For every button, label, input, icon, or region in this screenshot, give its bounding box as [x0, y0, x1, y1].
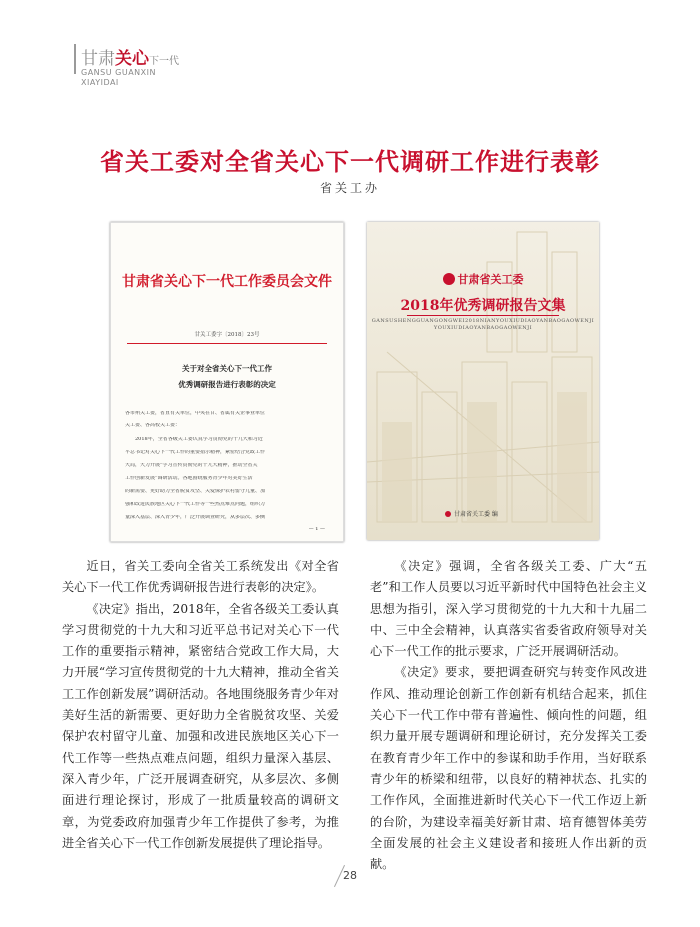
book-publisher-label: 甘肃省关工委 编 — [454, 511, 498, 518]
document-title-line2: 优秀调研报告进行表彰的决定 — [178, 380, 276, 389]
body-column-right — [370, 556, 647, 875]
book-title-rule — [407, 315, 559, 316]
book-org — [367, 271, 599, 287]
document-line: 关工委、各高校关工委： — [125, 423, 181, 428]
book-pinyin-2: YOUXIUDIAOYANBAOGAOWENJI — [433, 325, 533, 331]
document-title-line1: 关于对全省关心下一代工作 — [182, 364, 272, 373]
document-line: 各市州关工委，省直有关单位，中央在甘、省属有关企事业单位 — [125, 411, 266, 416]
header-divider — [74, 44, 76, 74]
body-paragraph: 《决定》指出，2018年，全省各级关工委认真学习贯彻党的十九大和习近平总书记对关心下一代工作的重要指示精神，紧密结合党政工作大局，大力开展“学习宣传贯彻党的十九大精神，推动全省关工工作创新发展”调研活动。各地围绕服务青少年对美好生活的新需要、更好助力全省脱贫攻坚、关爱保护农村留守儿童、加强和改进民族地区关心下一代工作等一些热点难点问题，组织力量深入基层、深入青少年，广泛开展调查研究，从多层次、多侧面进行理论探讨，形成了一批质量较高的调研文章，为党委政府加强青少年工作提供了参考，为推进全省关心下一代工作创新发展提供了理论指导。 — [62, 601, 339, 850]
document-line: 2018年，全省各级关工委认真学习贯彻党的十九大和习近 — [125, 437, 263, 442]
logo-subtitle-2: XIAYIDAI — [81, 78, 119, 87]
article-author: 省关工办 — [319, 181, 380, 195]
book-title: 2018年优秀调研报告文集 — [400, 298, 566, 314]
body-paragraph: 《决定》强调，全省各级关工委、广大“五老”和工作人员要以习近平新时代中国特色社会主义思想为指引，深入学习贯彻党的十九大和十九届二中、三中全会精神，认真落实省委省政府领导对关心下一代工作的批示要求，广泛开展调研活动。 — [370, 559, 647, 659]
magazine-logo — [81, 44, 179, 69]
document-image — [110, 222, 344, 542]
document-line: 工作创新发展”调研活动。各地围绕服务青少年对美好生活 — [125, 476, 253, 481]
publisher-emblem-icon — [445, 511, 451, 517]
page-number: 28 — [343, 869, 357, 882]
book-cover-image — [367, 222, 599, 540]
document-line: 的新需要、更好助力全省脱贫攻坚、关爱保护农村留守儿童、加 — [125, 489, 266, 494]
logo-prefix: 甘肃 — [81, 49, 115, 69]
document-line: 量深入基层、深入青少年，广泛开展调查研究，从多层次、多侧 — [125, 515, 266, 520]
book-publisher — [445, 509, 498, 518]
document-red-rule — [127, 343, 327, 344]
document-line: 大局，大力开展“学习宣传贯彻党的十九大精神，推动全省关 — [125, 463, 258, 468]
article-title: 省关工委对全省关心下一代调研工作进行表彰 — [100, 147, 600, 176]
document-number: 甘关工委字〔2018〕23号 — [194, 332, 260, 338]
book-pinyin-1: GANSUSHENGGUANGONGWEI2018NIANYOUXIUDIAOYANBAOGAOWENJI — [371, 318, 595, 324]
magazine-header — [74, 44, 194, 94]
document-line: 平总书记对关心下一代工作的重要指示精神，紧密结合党政工作 — [125, 450, 266, 455]
book-org-label: 甘肃省关工委 — [457, 273, 524, 286]
logo-main: 关心 — [115, 49, 149, 69]
document-line: 强和改进民族地区关心下一代工作等一些热点难点问题，组织力 — [125, 502, 266, 507]
skyline-graphic — [367, 222, 599, 540]
document-header: 甘肃省关心下一代工作委员会文件 — [122, 274, 332, 290]
logo-subtitle-1: GANSU GUANXIN — [81, 68, 156, 77]
body-column-left — [62, 556, 339, 854]
org-emblem-icon — [443, 273, 455, 285]
logo-suffix: 下一代 — [149, 56, 179, 67]
body-paragraph: 近日，省关工委向全省关工系统发出《对全省关心下一代工作优秀调研报告进行表彰的决定》。 — [62, 559, 339, 595]
document-page-mark: — 1 — — [308, 527, 325, 532]
body-paragraph: 《决定》要求，要把调查研究与转变作风改进作风、推动理论创新工作创新有机结合起来，抓住关心下一代工作中带有普遍性、倾向性的问题，组织力量开展专题调研和理论研讨，充分发挥关工委在教育青少年工作中的参谋和助手作用，当好联系青少年的桥梁和纽带，以良好的精神状态、扎实的工作作风，全面推进新时代关心下一代工作迈上新的台阶，为建设幸福美好新甘肃、培育德智体美劳全面发展的社会主义建设者和接班人作出新的贡献。 — [370, 665, 647, 872]
